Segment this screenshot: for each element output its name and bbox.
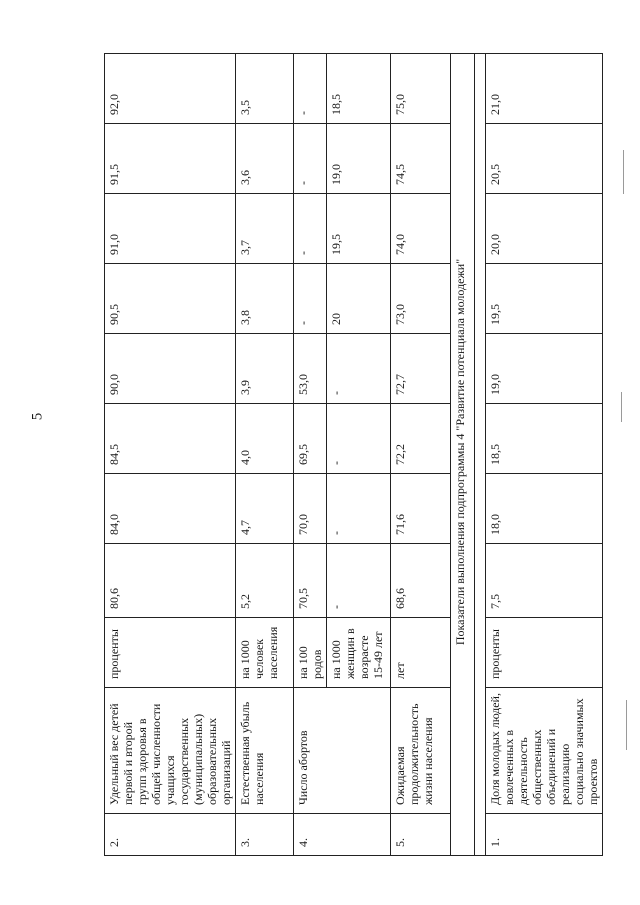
indicators-table — [104, 53, 603, 856]
row-number: 3. — [236, 814, 294, 856]
unit-cell: на 1000 женщин в возрасте 15-49 лет — [327, 618, 391, 688]
value-cell: 7,5 — [486, 544, 603, 618]
value-cell: - — [327, 544, 391, 618]
table-row — [391, 54, 451, 856]
table-row — [451, 54, 475, 856]
value-cell: 20,0 — [486, 194, 603, 264]
value-cell: - — [294, 124, 327, 194]
rotated-table-container — [104, 54, 600, 856]
value-cell: 3,5 — [236, 54, 294, 124]
table-row — [236, 54, 294, 856]
value-cell: 91,0 — [105, 194, 236, 264]
value-cell: 19,5 — [327, 194, 391, 264]
value-cell: 18,5 — [327, 54, 391, 124]
value-cell: - — [327, 334, 391, 404]
row-number: 1. — [486, 814, 603, 856]
value-cell: - — [327, 404, 391, 474]
value-cell: 3,8 — [236, 264, 294, 334]
value-cell: 21,0 — [486, 54, 603, 124]
value-cell: 18,5 — [486, 404, 603, 474]
value-cell: 84,5 — [105, 404, 236, 474]
table-row — [475, 54, 486, 856]
value-cell: 4,0 — [236, 404, 294, 474]
indicator-name: Доля молодых людей, вовлеченных в деятельность общественных объединений и реализацию социально значимых проектов — [486, 688, 603, 814]
value-cell: 3,9 — [236, 334, 294, 404]
value-cell: 19,0 — [327, 124, 391, 194]
indicator-name: Ожидаемая продолжительность жизни населения — [391, 688, 451, 814]
value-cell: 70,0 — [294, 474, 327, 544]
table-row — [105, 54, 236, 856]
value-cell: 20,5 — [486, 124, 603, 194]
value-cell: 19,0 — [486, 334, 603, 404]
value-cell: 90,5 — [105, 264, 236, 334]
value-cell: 84,0 — [105, 474, 236, 544]
value-cell: 71,6 — [391, 474, 451, 544]
value-cell: 73,0 — [391, 264, 451, 334]
table-row — [486, 54, 603, 856]
subprogram-heading: Показатели выполнения подпрограммы 4 "Развитие потенциала молодежи" — [451, 54, 475, 856]
value-cell: 18,0 — [486, 474, 603, 544]
row-number: 2. — [105, 814, 236, 856]
value-cell: 90,0 — [105, 334, 236, 404]
value-cell: - — [294, 54, 327, 124]
separator-band — [475, 54, 486, 856]
value-cell: 91,5 — [105, 124, 236, 194]
indicator-name: Число абортов — [294, 688, 391, 814]
value-cell: - — [327, 474, 391, 544]
page-number: 5 — [29, 412, 46, 421]
value-cell: 19,5 — [486, 264, 603, 334]
row-number: 4. — [294, 814, 391, 856]
indicator-name: Естественная убыль населения — [236, 688, 294, 814]
unit-cell: на 100 родов — [294, 618, 327, 688]
value-cell: 3,7 — [236, 194, 294, 264]
value-cell: 5,2 — [236, 544, 294, 618]
value-cell: - — [294, 194, 327, 264]
value-cell: 20 — [327, 264, 391, 334]
value-cell: 70,5 — [294, 544, 327, 618]
unit-cell: проценты — [105, 618, 236, 688]
scan-mark — [623, 150, 624, 194]
unit-cell: лет — [391, 618, 451, 688]
row-number: 5. — [391, 814, 451, 856]
value-cell: 3,6 — [236, 124, 294, 194]
value-cell: 74,5 — [391, 124, 451, 194]
value-cell: 69,5 — [294, 404, 327, 474]
indicator-name: Удельный вес детей первой и второй групп здоровья в общей численности учащихся государственных (муниципальных) образовательных организаций — [105, 688, 236, 814]
value-cell: 92,0 — [105, 54, 236, 124]
scan-mark — [626, 700, 627, 750]
value-cell: 68,6 — [391, 544, 451, 618]
value-cell: - — [294, 264, 327, 334]
value-cell: 72,7 — [391, 334, 451, 404]
value-cell: 72,2 — [391, 404, 451, 474]
value-cell: 75,0 — [391, 54, 451, 124]
scan-mark — [621, 392, 622, 422]
value-cell: 74,0 — [391, 194, 451, 264]
table-row — [294, 54, 327, 856]
unit-cell: на 1000 человек населения — [236, 618, 294, 688]
unit-cell: проценты — [486, 618, 603, 688]
value-cell: 53,0 — [294, 334, 327, 404]
value-cell: 80,6 — [105, 544, 236, 618]
value-cell: 4,7 — [236, 474, 294, 544]
